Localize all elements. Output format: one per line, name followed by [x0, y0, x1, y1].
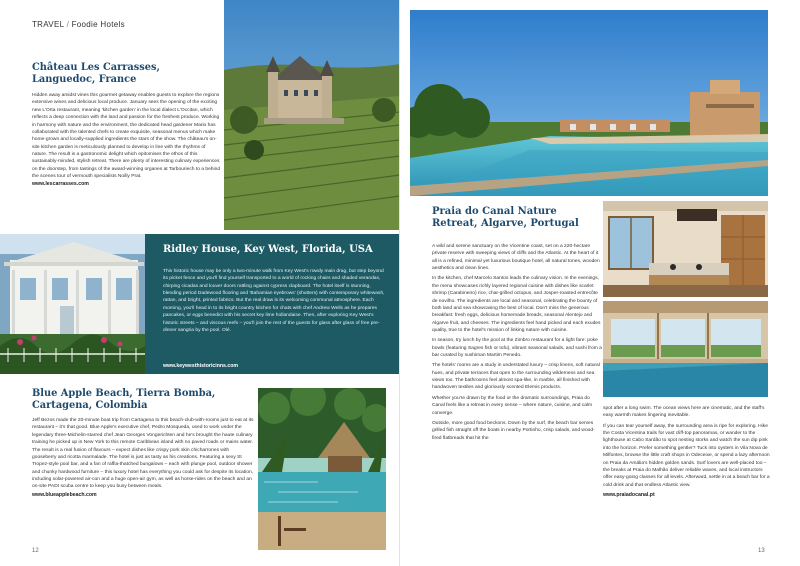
chateau-title: Château Les Carrasses, Languedoc, France — [32, 62, 160, 85]
article-chateau — [32, 62, 222, 187]
ridley-body: This historic house may be only a two-minute walk from Key West's rowdy main drag, but step beyond its picket fence and you'll find yourself transported to a world of rocking chairs and shaded verandas, chirping cicadas and louver doors rattling against cypress clapboard. The hotel itself is stunning, blending period Dadewood flooring and 'Bahamian eyebrows' (shutters) with contemporary whitewash, rattan, and bright, printed fabrics. But the real draw is its welcoming communal atmosphere. Each morning, you'll head in to its bright country kitchen for chats with chef Andrew Wells as he prepares pancakes, or eggs benedict with his secret key lime hollandaise. Then, after exploring Key West's historic streets – and viscous reefs – you'll join the rest of the guests for glass after glass of free pre-dinner sangria by the pool. Olé. — [163, 269, 385, 333]
section-separator: / — [66, 20, 70, 29]
blue-apple-title: Blue Apple Beach, Tierra Bomba, Cartagena, Colombia — [32, 388, 216, 411]
praia-pool-photo — [410, 10, 768, 196]
chateau-photo — [224, 0, 400, 230]
praia-paragraph: Outside, more good food beckons. Down by the surf, the beach bar serves grilled fish straight off the boats in nearby Portinho, crisp salads, and wood-fired flatbreads that hit the — [432, 420, 595, 441]
section-name: TRAVEL — [32, 20, 65, 29]
praia-paragraph: The hotels' rooms are a study in understated luxury – crisp linens, soft natural hues, and private terraces that open to the surrounding wilderness and sea views too. The bathrooms feel almost spa-like, in marble, all finished with handwoven textiles and gloriously scented Elemis products. — [432, 363, 600, 391]
praia-paragraph: spot after a long swim. The ocean views here are cinematic, and the staff's easy warmth makes lingering inevitable. — [603, 406, 765, 419]
page-number-right: 13 — [758, 548, 765, 554]
ridley-url[interactable]: www.keywesthistoricinns.com — [163, 363, 239, 369]
blue-apple-url[interactable]: www.blueapplebeach.com — [32, 491, 97, 498]
praia-paragraph: A wild and serene sanctuary on the Vicentine coast, set on a 220-hectare private reserve with sweeping views of cliffs and the Atlantic. At the heart of it all is a refined, minimal yet luxurious boutique hotel, all natural tones, wooden aesthetics and clean lines. — [432, 244, 600, 272]
praia-paragraph: In season, try lunch by the pool at the Zimbro restaurant for a light fare: poke bowls (featuring Sagres fish or tofu), vibrant seasonal salads, and sushi from a bar curated by sushiman Martim Penedo. — [432, 338, 602, 359]
blue-apple-body: Jeff Bezos made the 20-minute boat trip from Cartagena to this beach-club-with-rooms just to eat at its restaurant – it's that good. Blue Apple's executive chef, Pedro Mosqueda, used to work under the legendary three-Michelin-starred chef Jean Georges Vongerichten and he's brought the haute culinary training he picked up in New York to this remote Caribbean island with no paved roads or mains water. The result is a real fusion of flavours – expect dishes like crispy pork skin chicharrones with gooseberry and ricotta marmalade. The hotel is just as tasty as his creations. Featuring a sexy St Tropez-style pool bar, and a fan of raffia-thatched bungalows – each with plunge pool, outdoor shower and chunky hardwood furniture – this luxury hotel has everything you could ask for despite its location, including solar-powered air-con and a huge open-air gym, as well as horse-rides on the beach and an on-site PADI scuba centre to keep you busy between meals. — [32, 418, 254, 490]
praia-indoor-pool-photo — [603, 301, 768, 397]
blue-apple-photo — [258, 388, 386, 550]
praia-paragraph: In the kitchen, chef Marcelo Santos leads the culinary vision. In the evenings, the menu showcases richly layered regional cuisine with dishes like scarlet shrimp (Carabineiro) rice, char-grilled octopus, and Josper-roasted entrecôte de novilho. The ingredients are local and seasonal, celebrating the bounty of both land and sea showcasing the best of local. Don't miss the generous breakfast: fresh eggs, delicious homemade breads, seasonal Alentejo and Algarve fruit, and cheeses. The ingredients feel hand picked and each exudes quality, true to the hotel's mission of linking nature with cuisine. — [432, 276, 601, 333]
praia-url[interactable]: www.praiadocanal.pt — [603, 491, 655, 498]
right-page — [400, 0, 800, 566]
praia-paragraph: If you can tear yourself away, the surrounding area is ripe for exploring. Hike the Costa Vicentina trails for vast cliff-top panoramas, or wander to the lighthouse at Cabo Sardão to spot nesting storks and watch the sun dip pink into the horizon. Prefer something gentler? Tuck into oysters in Vila Nova de Milfontes, browse the little craft shops in Odeceixe, or spend a lazy afternoon on Praia da Amália's hidden golden sands. Surf lovers are well-placed too – the breaks at Praia do Malhão deliver reliable waves, and local instructors offer easy-going classes for all levels. Afterward, settle in at a beach bar for a cold drink and that endless Atlantic view. — [603, 423, 770, 488]
praia-title: Praia do Canal Nature Retreat, Algarve, Portugal — [432, 206, 579, 229]
article-ridley — [145, 234, 400, 374]
praia-paragraph: Whether you're drawn by the food or the dramatic surroundings, Praia do Canal feels like a retreat in every sense – where nature, cuisine, and calm converge. — [432, 395, 593, 416]
ridley-photo — [0, 234, 145, 374]
ridley-title: Ridley House, Key West, Florida, USA — [163, 244, 373, 255]
chateau-body: Hidden away amidst vines this gourmet getaway enables guests to explore the regions extensive wines and delicious local produce. January sees the opening of the exciting new L'Orta restaurant, meaning 'kitchen garden' in the local dialect L'Occitan, which reflects a deep connection with the land and passion for the freshest produce. Working in harmony with nature and the environment, the dedicated head gardener Mario has collaborated with the talented chefs to create exquisite, seasonal menus which make home-grown and locally-supplied ingredients the stars of the show. The château's on-site kitchen garden is meticulously planned to develop in line with the rhythms of nature. The result is a gastronomic delight which epitomises the ethos of this sustainably-minded, stylish retreat. There are plenty of interesting culinary experiences on the doorstep, from tastings of the award-winning organes at Tarbouriech to a behind the scenes tour of vermouth specialists Noilly Prat. — [32, 93, 221, 180]
praia-room-photo — [603, 201, 768, 297]
chateau-url[interactable]: www.lescarrasses.com — [32, 181, 89, 188]
section-label — [32, 20, 125, 29]
praia-column-1 — [432, 243, 602, 445]
article-blue-apple — [32, 388, 254, 498]
subsection-name: Foodie Hotels — [71, 20, 125, 29]
page-number-left: 12 — [32, 548, 39, 554]
praia-column-2 — [603, 405, 771, 500]
